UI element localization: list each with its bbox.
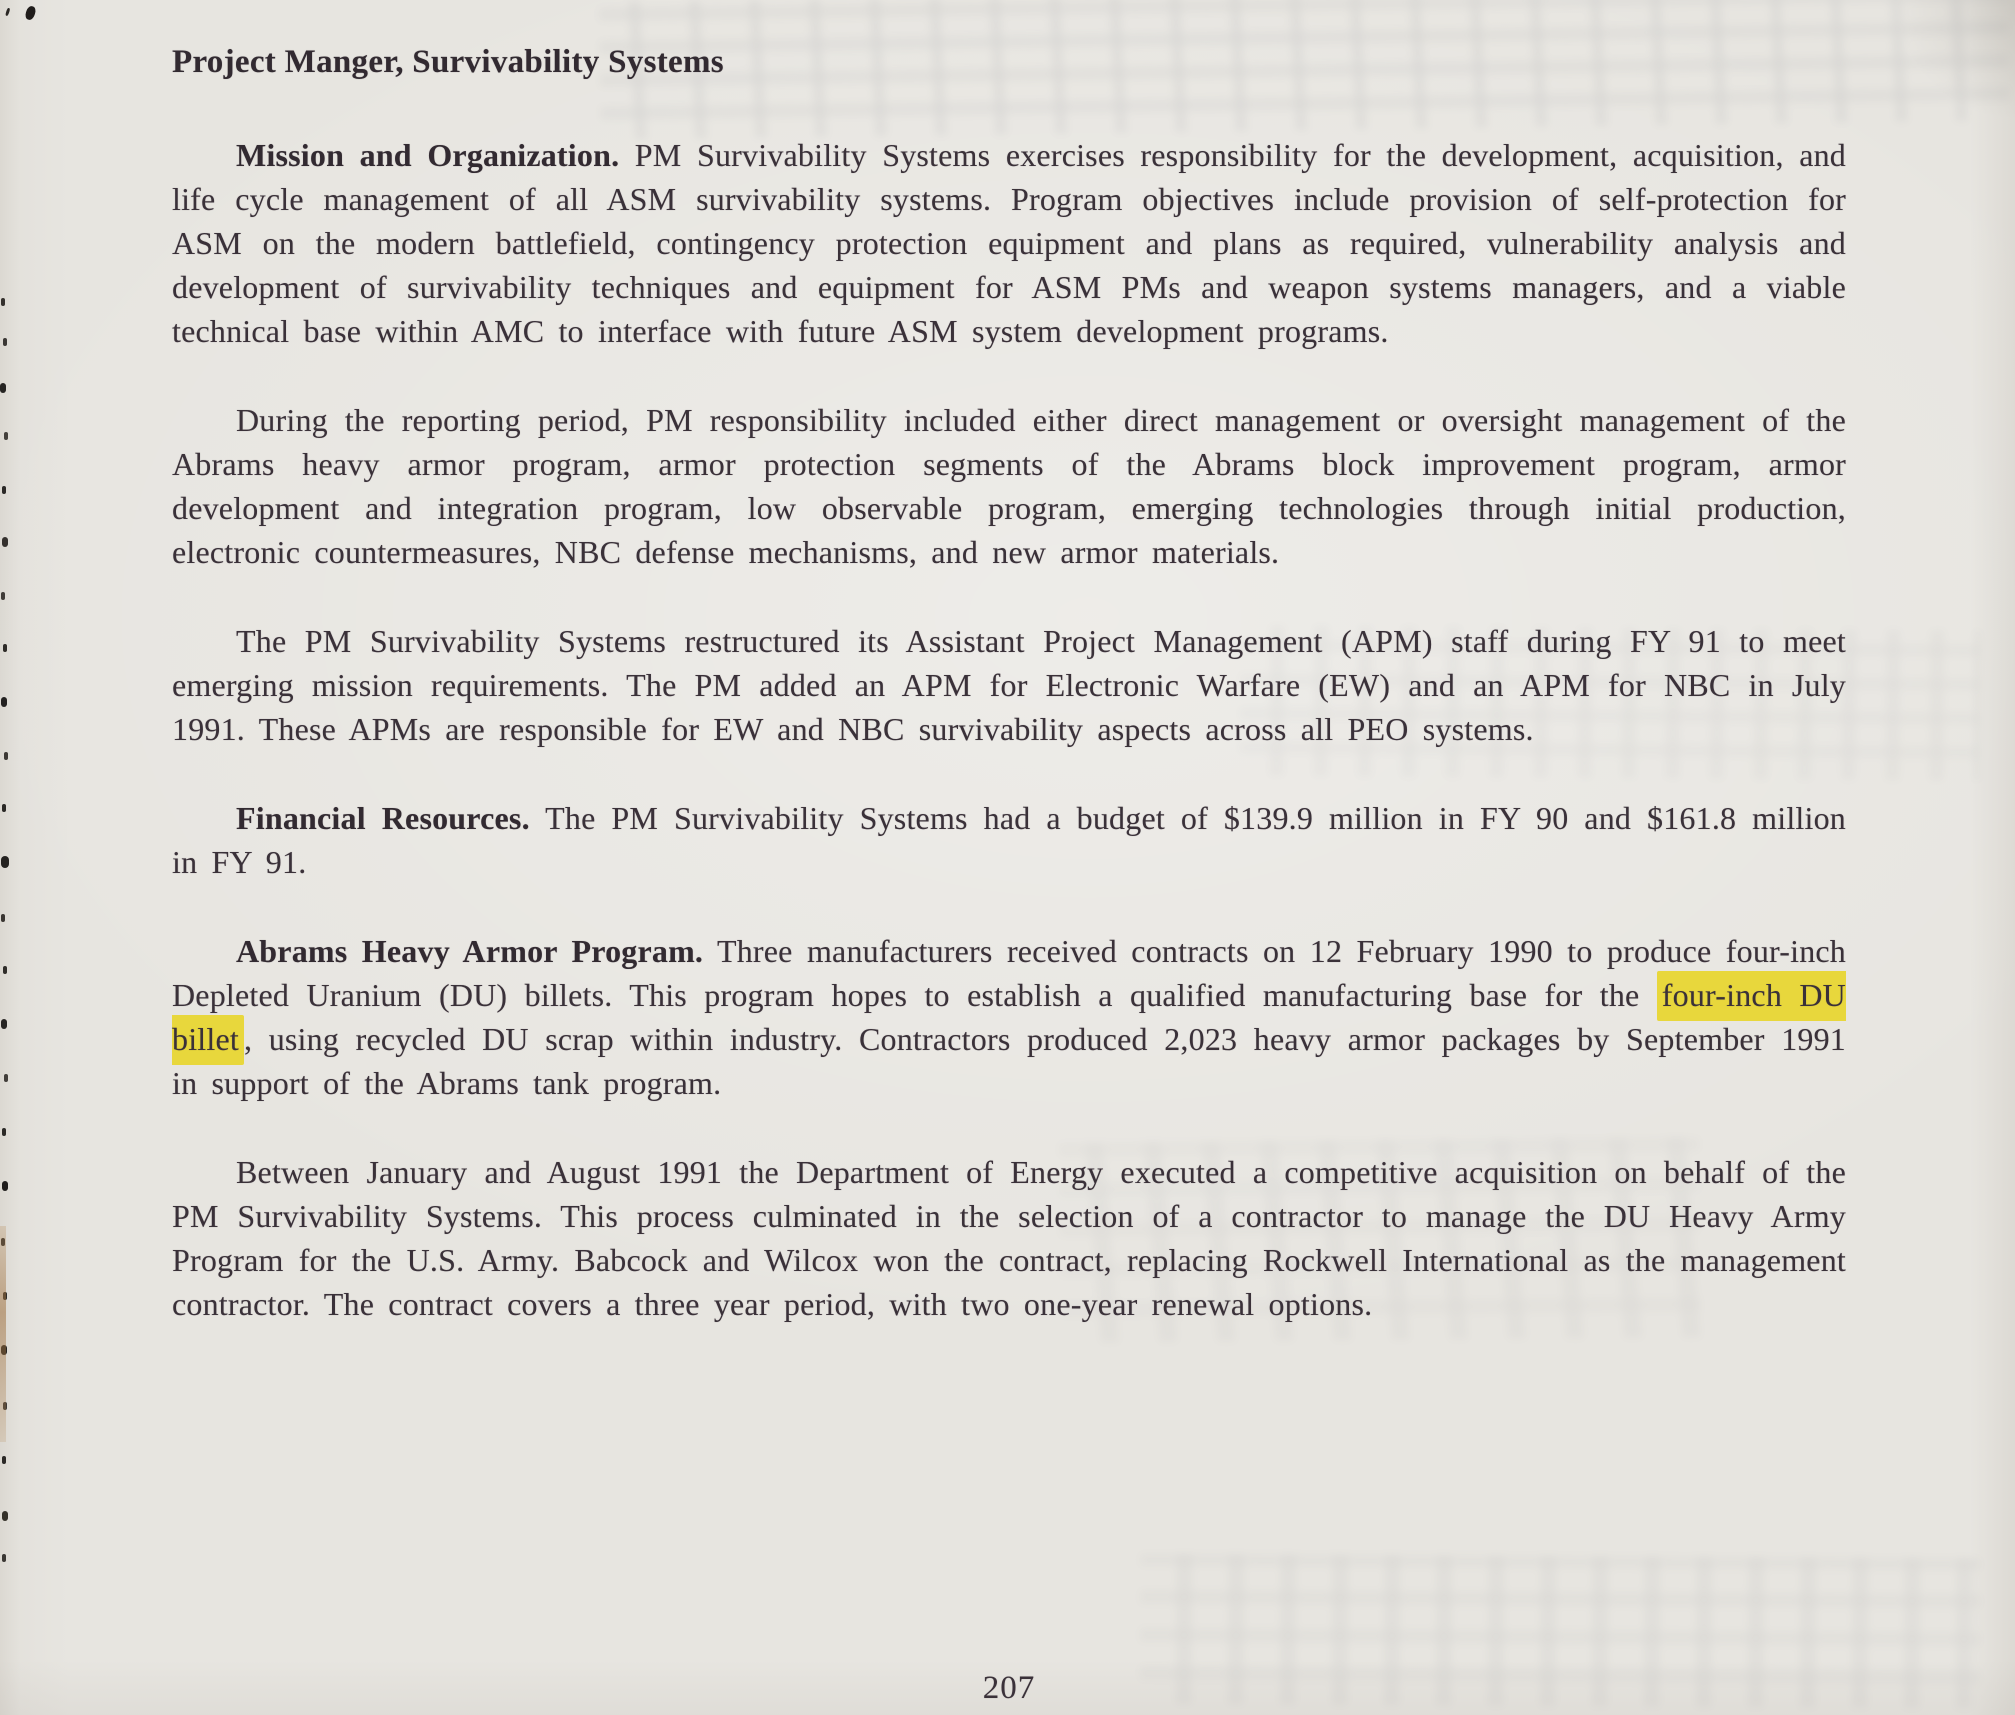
paragraph-text: Three manufacturers received contracts on 12 February 1990 to produce four-inch Depleted Uranium (DU) billets. This program hopes to establish a qualified manufacturing base for the (172, 933, 1846, 1013)
paragraph-text: Between January and August 1991 the Department of Energy executed a competitive acquisition on behalf of the PM Survivability Systems. This process culminated in the selection of a contractor to manage the DU Heavy Army Program for the U.S. Army. Babcock and Wilcox won the contract, replacing Rockwell International as the management contractor. The contract covers a three year period, with two one-year renewal options. (172, 1154, 1846, 1322)
highlighted-phrase: four-inch DU billet (172, 971, 1846, 1065)
paragraph-text: The PM Survivability Systems had a budget of $139.9 million in FY 90 and $161.8 million in FY 91. (172, 800, 1847, 880)
text-block (172, 44, 1846, 1371)
paragraph-doe-acquisition (172, 1150, 1846, 1326)
tape-stain-left-edge (0, 1226, 6, 1442)
paragraph-text: , using recycled DU scrap within industry. Contractors produced 2,023 heavy armor packages by September 1991 in support of the Abrams tank program. (172, 1021, 1846, 1101)
page-title: Project Manger, Survivability Systems (172, 44, 724, 80)
paragraph-lead-financial: Financial Resources. (236, 800, 530, 836)
paragraph-lead-abrams: Abrams Heavy Armor Program. (236, 933, 704, 969)
paragraph-text: During the reporting period, PM responsibility included either direct management or oversight management of the Abrams heavy armor program, armor protection segments of the Abrams block improvement program, armor development and integration program, low observable program, emerging technologies through initial production, electronic countermeasures, NBC defense mechanisms, and new armor materials. (172, 402, 1846, 570)
paragraph-financial-resources (172, 796, 1846, 884)
paragraph-mission-and-organization (172, 133, 1846, 353)
binding-specks-left-edge (1, 298, 5, 306)
paragraph-reporting-period (172, 398, 1846, 574)
ink-speck-top-left (24, 5, 37, 21)
paragraph-lead-mission: Mission and Organization. (236, 137, 620, 173)
paragraph-text: PM Survivability Systems exercises responsibility for the development, acquisition, and life cycle management of all ASM survivability systems. Program objectives include provision of self-protection for ASM on the modern battlefield, contingency protection equipment and plans as required, vulnerability analysis and development of survivability techniques and equipment for ASM PMs and weapon systems managers, and a viable technical base within AMC to interface with future ASM system development programs. (172, 137, 1846, 349)
paragraph-abrams-heavy-armor (172, 929, 1846, 1105)
paragraph-text: The PM Survivability Systems restructured its Assistant Project Management (APM) staff during FY 91 to meet emerging mission requirements. The PM added an APM for Electronic Warfare (EW) and an APM for NBC in July 1991. These APMs are responsible for EW and NBC survivability aspects across all PEO systems. (172, 623, 1846, 747)
page-number: 207 (982, 1670, 1036, 1706)
paragraph-apm-restructure (172, 619, 1846, 751)
